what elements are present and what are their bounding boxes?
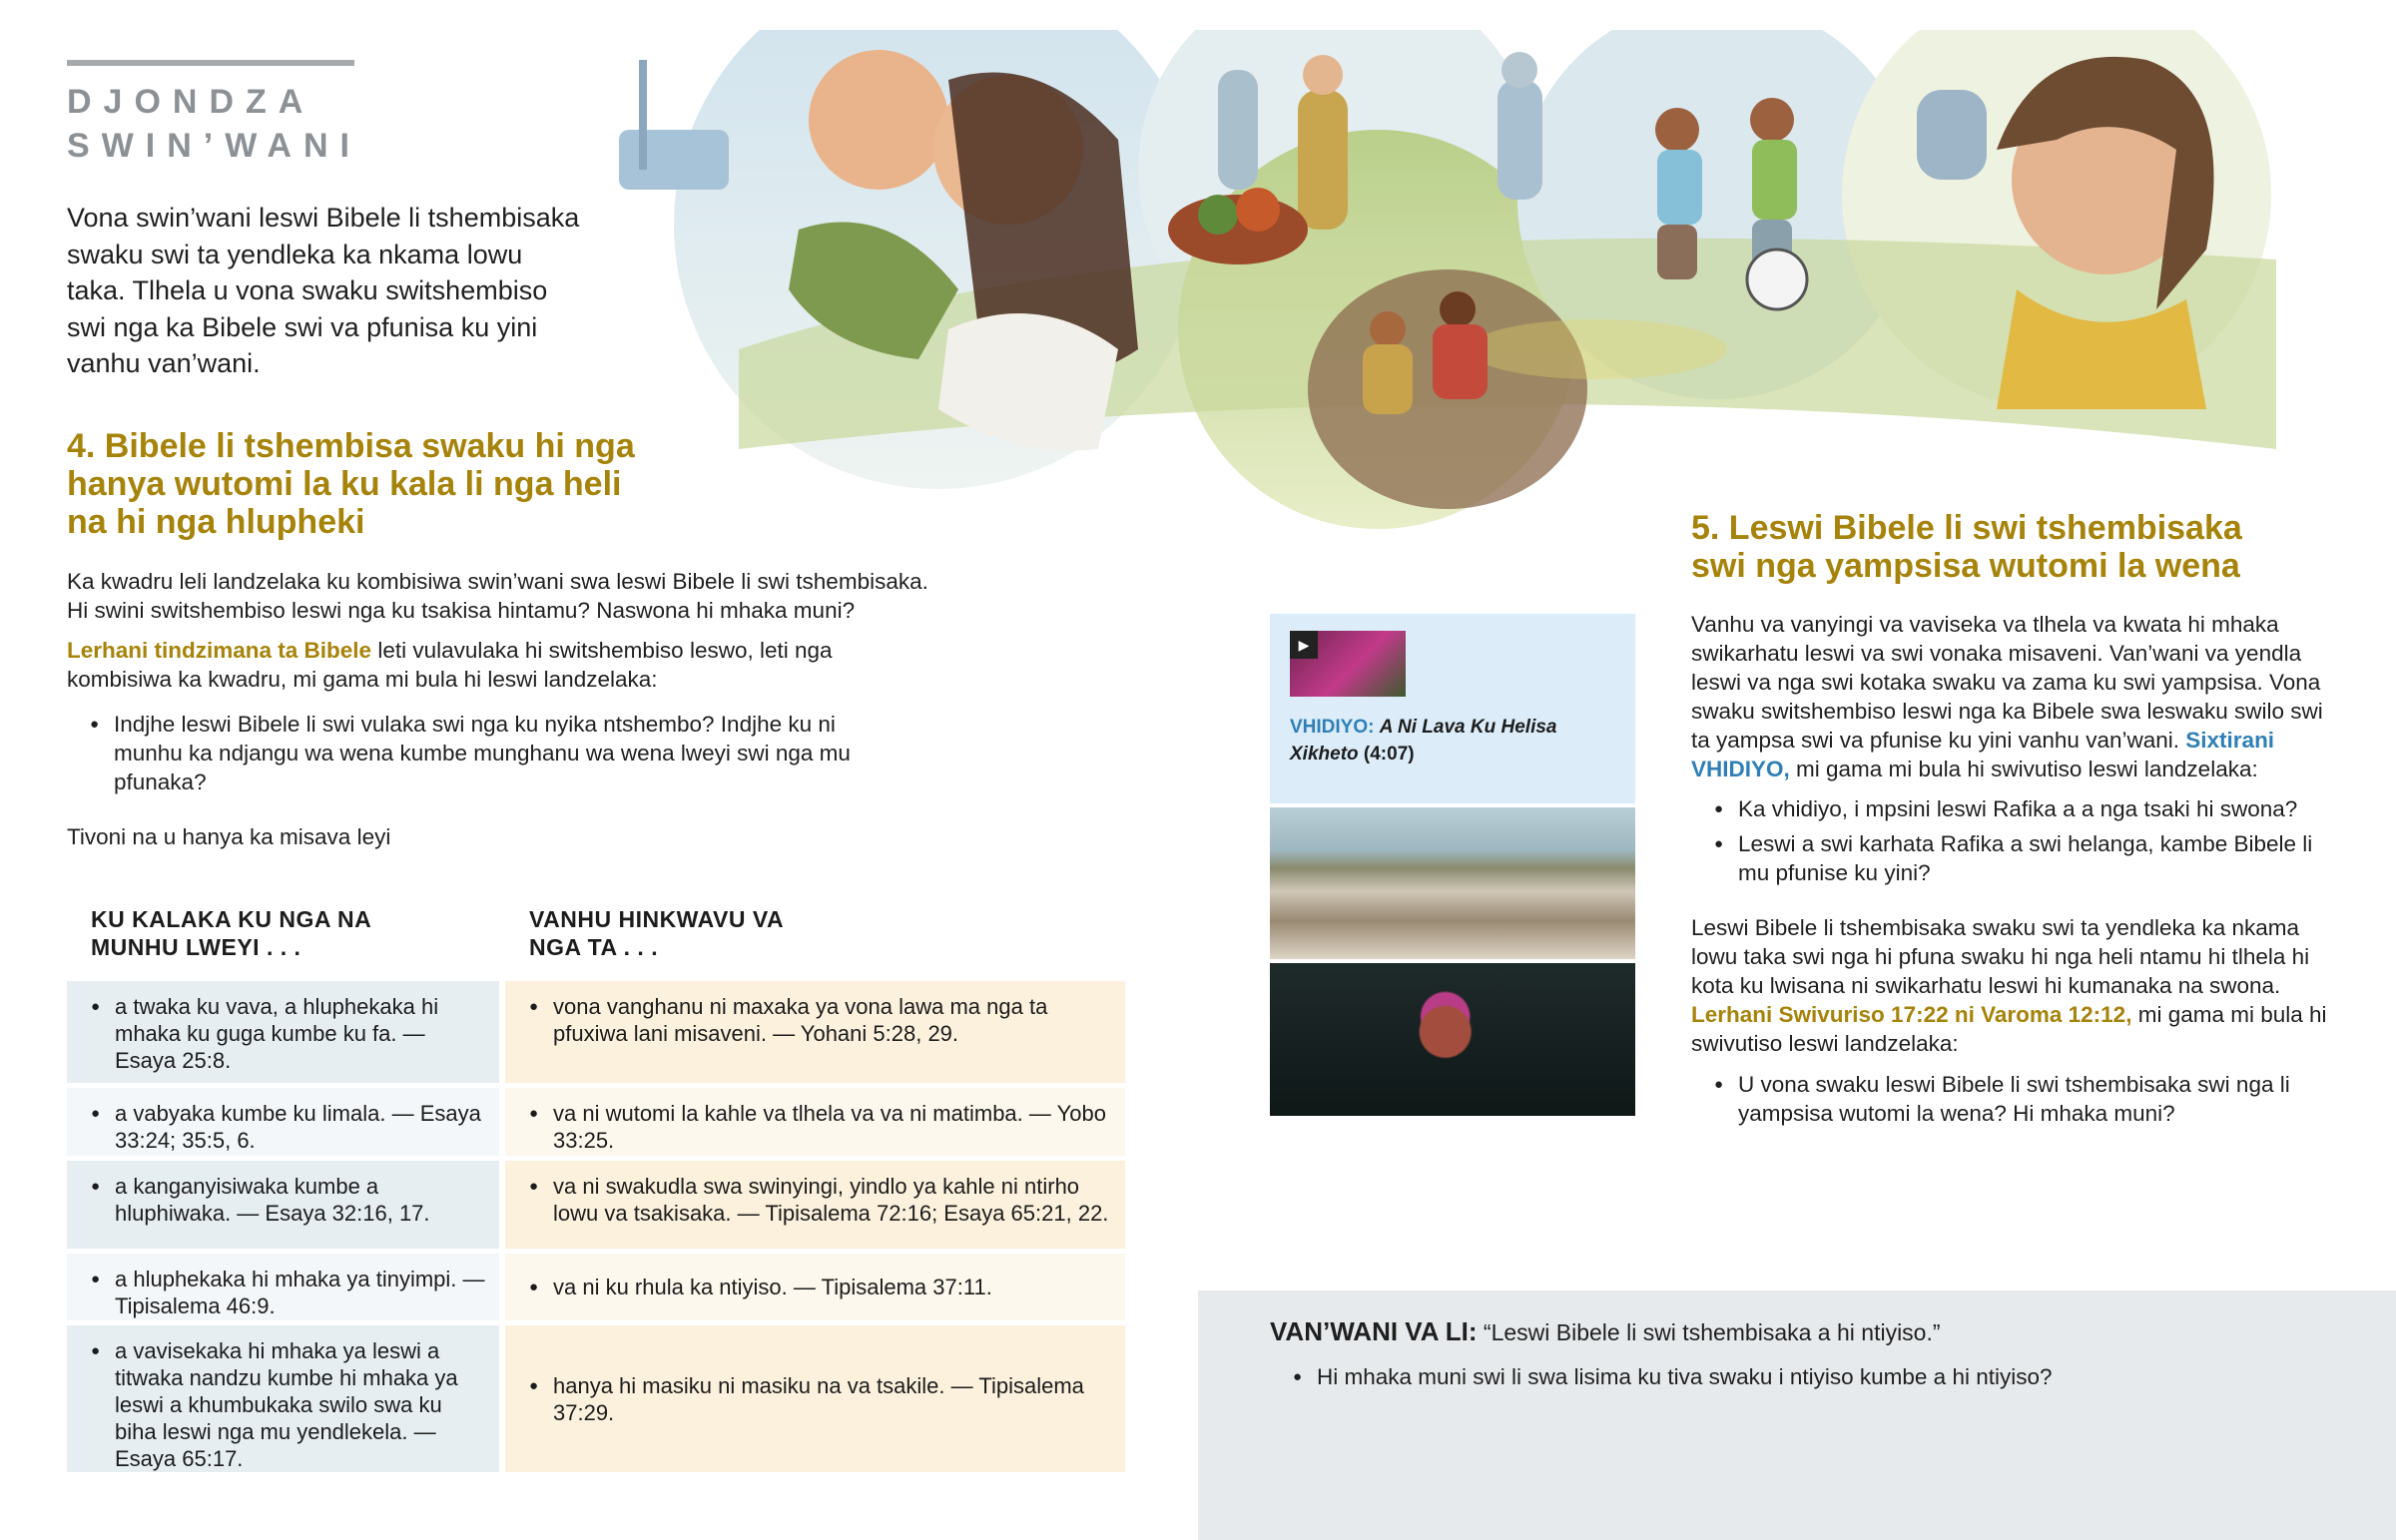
intro-paragraph: Vona swin’wani leswi Bibele li tshembisaka swaku swi ta yendleka ka nkama lowu taka. Tlhela u vona swaku switshembiso swi nga ka Bibele swi va pfunisa ku yini vanhu van’wani. xyxy=(67,203,580,378)
table-caption: Tivoni na u hanya ka misava leyi xyxy=(67,824,391,849)
table-header-left: KU KALAKA KU NGA NA MUNHU LWEYI . . . xyxy=(91,906,371,960)
section-5-bullets xyxy=(1714,794,2333,893)
table-cell-right: ● vona vanghanu ni maxaka ya vona lawa ma nga ta pfuxiwa lani misaveni. — Yohani 5:28, 29. xyxy=(505,981,1125,1083)
objection-bullets xyxy=(1293,1362,2351,1397)
section-5-paragraph-2: Leswi Bibele li tshembisaka swaku swi ta yendleka ka nkama lowu taka swi nga hi pfuna swaku hi nga heli ntamu hi tlhela hi kota ku lwisana ni swikarhatu leswi hi kumanaka na swona. Lerhani Swivuriso 17:22 ni Varoma 12:12, mi gama mi bula hi swivutiso leswi landzelaka: xyxy=(1691,915,2327,1056)
section-5-paragraph: Vanhu va vanyingi va vaviseka va tlhela va kwata hi mhaka swikarhatu leswi va swi vonaka misaveni. Van’wani va yendla leswi va nga swi kotaka swaku va zama ku swi yampsisa. Vona swaku switshembiso leswi nga ka Bibele swa leswaku swilo swi ta yampsa swi va pfunise ku yini vanhu van’wani. Sixtirani VHIDIYO, mi gama mi bula hi swivutiso leswi landzelaka: xyxy=(1691,612,2323,781)
table-cell-right: ● va ni wutomi la kahle va tlhela va va ni matimba. — Yobo 33:25. xyxy=(505,1088,1125,1156)
section-5-bullets-2 xyxy=(1714,1070,2333,1134)
video-link[interactable]: Sixtirani VHIDIYO, xyxy=(1691,728,2275,781)
scripture-link[interactable]: Lerhani tindzimana ta Bibele xyxy=(67,638,372,663)
hero-illustration xyxy=(619,30,2296,529)
list-item: ● Hi mhaka muni swi li swa lisima ku tiva swaku i ntiyiso kumbe a hi ntiyiso? xyxy=(1293,1362,2351,1391)
list-item: ● Ka vhidiyo, i mpsini leswi Rafika a a nga tsaki hi swona? xyxy=(1714,794,2333,823)
section-4-paragraph: Ka kwadru leli landzelaka ku kombisiwa swin’wani swa leswi Bibele li swi tshembisaka. Hi swini switshembiso leswi nga ku tsakisa hintamu? Naswona hi mhaka muni? xyxy=(67,569,928,623)
section-4-instruction: Lerhani tindzimana ta Bibele leti vulavulaka hi switshembiso leswo, leti nga kombisiwa ka kwadru, mi gama mi bula hi leswi landzelaka: xyxy=(67,638,833,692)
list-item: ● Leswi a swi karhata Rafika a swi helanga, kambe Bibele li mu pfunise ku yini? xyxy=(1714,829,2333,887)
table-cell-right: ● va ni swakudla swa swinyingi, yindlo ya kahle ni ntirho lowu va tsakisaka. — Tipisalema 72:16; Esaya 65:21, 22. xyxy=(505,1161,1125,1249)
scripture-link[interactable]: Lerhani Swivuriso 17:22 ni Varoma 12:12, xyxy=(1691,1002,2132,1027)
list-item: ● Indjhe leswi Bibele li swi vulaka swi nga ku nyika ntshembo? Indjhe ku ni munhu ka ndjangu wa wena kumbe munghanu wa wena lweyi swi nga mu pfunaka? xyxy=(90,710,889,796)
title-rule xyxy=(67,60,354,66)
section-5-heading: 5. Leswi Bibele li swi tshembisaka swi nga yampsisa wutomi la wena xyxy=(1691,509,2242,585)
play-icon[interactable]: ▶ xyxy=(1290,631,1318,659)
table-header-right: VANHU HINKWAVU VA NGA TA . . . xyxy=(529,906,784,960)
smiling-woman-photo xyxy=(1270,963,1635,1116)
video-card[interactable] xyxy=(1270,614,1635,1116)
table-cell-left: ● a hluphekaka hi mhaka ya tinyimpi. — Tipisalema 46:9. xyxy=(67,1254,499,1320)
section-title: DJONDZA SWIN’WANI xyxy=(67,83,361,165)
section-4-heading: 4. Bibele li tshembisa swaku hi nga hanya wutomi la ku kala li nga heli na hi nga hlupheki xyxy=(67,427,635,541)
video-header xyxy=(1270,614,1635,803)
table-cell-right: ● va ni ku rhula ka ntiyiso. — Tipisalema 37:11. xyxy=(505,1254,1125,1320)
objection-box xyxy=(1198,1290,2396,1540)
cotton-field-photo xyxy=(1270,807,1635,959)
table-cell-right: ● hanya hi masiku ni masiku na va tsakile. — Tipisalema 37:29. xyxy=(505,1325,1125,1472)
table-cell-left: ● a kanganyisiwaka kumbe a hluphiwaka. — Esaya 32:16, 17. xyxy=(67,1161,499,1249)
table-cell-left: ● a vavisekaka hi mhaka ya leswi a titwaka nandzu kumbe hi mhaka ya leswi a khumbukaka swilo swa ku biha leswi nga mu yendlekela. — Esaya 65:17. xyxy=(67,1325,499,1472)
table-cell-left: ● a vabyaka kumbe ku limala. — Esaya 33:24; 35:5, 6. xyxy=(67,1088,499,1156)
list-item: ● U vona swaku leswi Bibele li swi tshembisaka swi nga li yampsisa wutomi la wena? Hi mhaka muni? xyxy=(1714,1070,2333,1128)
section-4-bullets xyxy=(90,710,889,802)
video-caption: VHIDIYO: A Ni Lava Ku Helisa Xikheto (4:07) xyxy=(1290,717,1557,765)
table-cell-left: ● a twaka ku vava, a hluphekaka hi mhaka ku guga kumbe ku fa. — Esaya 25:8. xyxy=(67,981,499,1083)
objection-statement: VAN’WANI VA LI: “Leswi Bibele li swi tshembisaka a hi ntiyiso.” xyxy=(1270,1316,1941,1346)
